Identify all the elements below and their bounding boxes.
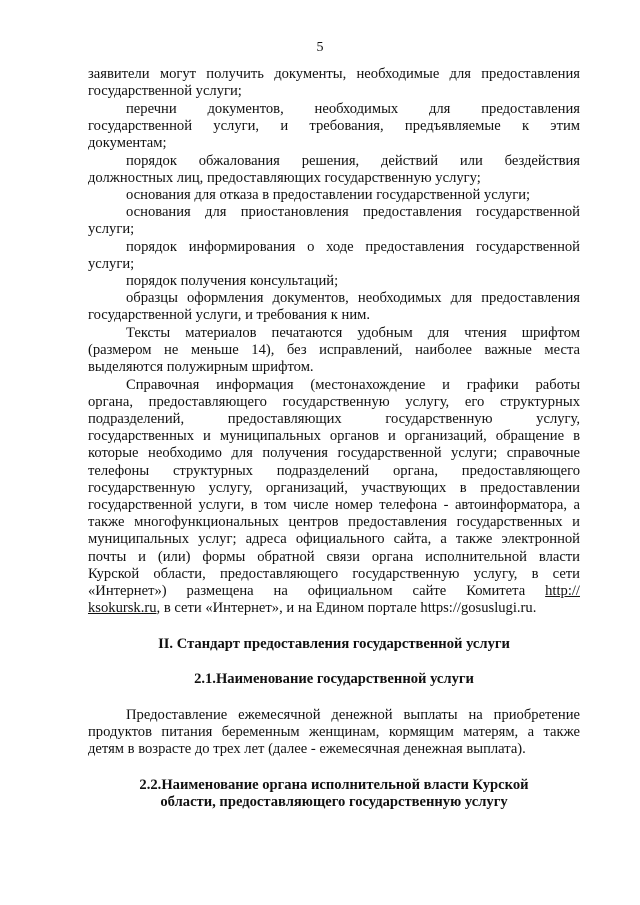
text-line: услуги;	[88, 221, 135, 237]
text-line: детям в возрасте до трех лет (далее - ежемесячная денежная выплата).	[88, 741, 526, 757]
text-line: основания для приостановления предоставления государственной	[126, 204, 580, 220]
text-line: должностных лиц, предоставляющих государственную услугу;	[88, 170, 481, 186]
section-heading: II. Стандарт предоставления государственной услуги	[158, 636, 510, 652]
page-number: 5	[316, 40, 324, 55]
text-line: государственной услуги, и требования к ним.	[88, 307, 371, 323]
text-line: порядок информирования о ходе предоставления государственной	[126, 239, 580, 255]
text-line: порядок обжалования решения, действий или бездействия	[126, 153, 580, 169]
text-line: также многофункциональных центров предоставления государственных и	[88, 514, 580, 530]
text-line: государственной услуги, в том числе номер телефона - автоинформатора, а	[88, 497, 580, 513]
website-link-part1[interactable]: http://	[545, 583, 580, 599]
text-line: государственных и муниципальных органов и организаций, обращение в	[88, 428, 580, 444]
subheading-line: области, предоставляющего государственную услугу	[160, 794, 508, 810]
text-line: основания для отказа в предоставлении государственной услуги;	[126, 187, 531, 203]
text-line: заявители могут получить документы, необходимые для предоставления	[88, 66, 580, 82]
text-line: почты и (или) формы обратной связи органа исполнительной власти	[88, 549, 580, 565]
text-line: государственной услуги;	[88, 83, 242, 99]
text-line: (размером не меньше 14), без исправлений, наиболее важные места	[88, 342, 580, 358]
text-line: перечни документов, необходимых для предоставления	[126, 101, 580, 117]
text-line: Справочная информация (местонахождение и графики работы	[126, 377, 580, 393]
text-line: образцы оформления документов, необходимых для предоставления	[126, 290, 580, 306]
text-line: телефоны структурных подразделений органа, предоставляющего	[88, 463, 580, 479]
text-line: выделяются полужирным шрифтом.	[88, 359, 314, 375]
text-line: государственную услугу, организаций, участвующих в предоставлении	[88, 480, 580, 496]
text-line: подразделений, предоставляющих государственную услугу,	[88, 411, 580, 427]
text-line: органа, предоставляющего государственную услугу, его структурных	[88, 394, 580, 410]
text-line: услуги;	[88, 256, 135, 272]
text-line	[88, 600, 580, 617]
text-line: муниципальных услуг; адреса официального сайта, а также электронной	[88, 531, 580, 547]
text-line: государственной услуги, и требования, предъявляемые к этим	[88, 118, 580, 134]
text-line: порядок получения консультаций;	[126, 273, 339, 289]
text-segment: «Интернет») размещена на официальном сайте Комитета	[88, 583, 526, 599]
text-line: Предоставление ежемесячной денежной выплаты на приобретение	[126, 707, 580, 723]
text-line: Курской области, предоставляющего государственную услугу, в сети	[88, 566, 580, 582]
text-line: продуктов питания беременным женщинам, кормящим матерям, а также	[88, 724, 580, 740]
text-line: документам;	[88, 135, 167, 151]
text-line: которые необходимо для получения государственной услуги; справочные	[88, 445, 580, 461]
text-line	[88, 583, 580, 600]
website-link-part2[interactable]: ksokursk.ru	[88, 600, 157, 616]
text-line: Тексты материалов печатаются удобным для чтения шрифтом	[126, 325, 580, 341]
text-segment: , в сети «Интернет», и на Едином портале https://gosuslugi.ru.	[156, 600, 537, 616]
subheading-line: 2.2.Наименование органа исполнительной власти Курской	[139, 777, 529, 793]
subheading-2-1: 2.1.Наименование государственной услуги	[194, 671, 474, 687]
